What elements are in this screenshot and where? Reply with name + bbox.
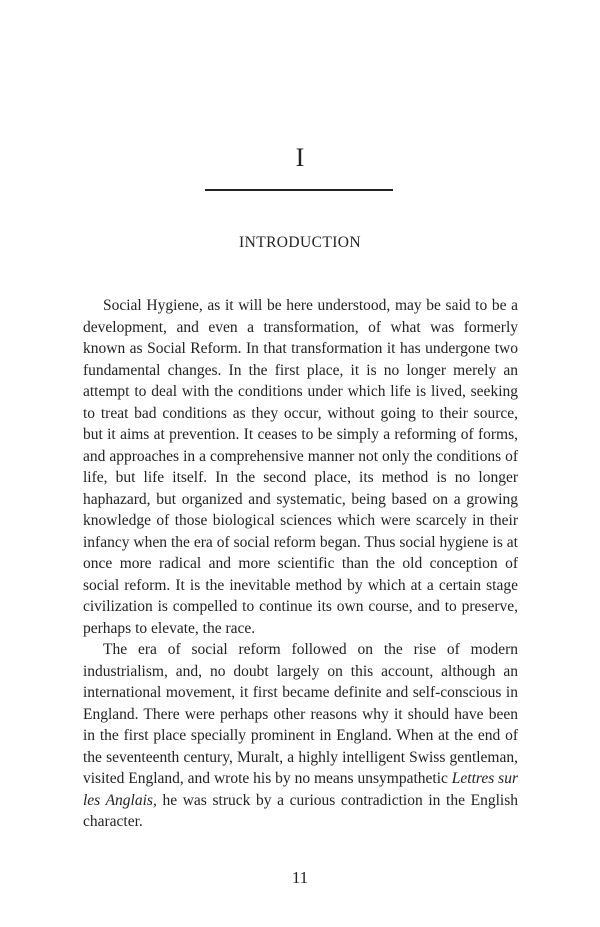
chapter-title: INTRODUCTION [239, 234, 361, 251]
paragraph-2-text-before: The era of social reform followed on the rise of modern industrialism, and, no doubt largely on this account, although an international movement, it first became definite and self-conscious in England. There were perhaps other reasons why it should have been in the first place specially prominent in England. When at the end of the seventeenth century, Muralt, a highly intelligent Swiss gentleman, visited England, and wrote his by no means unsympathetic [83, 641, 518, 787]
paragraph-2-text-after: he was struck by a curious contradiction in the English character. [83, 791, 518, 830]
book-title-italic: Lettres sur les Anglais, [83, 770, 518, 809]
page-number: 11 [291, 868, 309, 887]
paragraph-2 [83, 639, 518, 833]
body-text [83, 295, 518, 833]
chapter-number: I [295, 143, 305, 172]
chapter-divider-rule [205, 189, 393, 191]
paragraph-1: Social Hygiene, as it will be here understood, may be said to be a development, and even a transformation, of what was formerly known as Social Reform. In that transformation it has undergone two fundamental changes. In the first place, it is no longer merely an attempt to deal with the conditions under which life is lived, seeking to treat bad conditions as they occur, without going to their source, but it aims at prevention. It ceases to be simply a reforming of forms, and approaches in a comprehensive manner not only the conditions of life, but life itself. In the second place, its method is no longer haphazard, but organized and systematic, being based on a growing knowledge of those biological sciences which were scarcely in their infancy when the era of social reform began. Thus social hygiene is at once more radical and more scientific than the old conception of social reform. It is the inevitable method by which at a certain stage civilization is compelled to continue its own course, and to preserve, perhaps to elevate, the race. [83, 297, 518, 637]
